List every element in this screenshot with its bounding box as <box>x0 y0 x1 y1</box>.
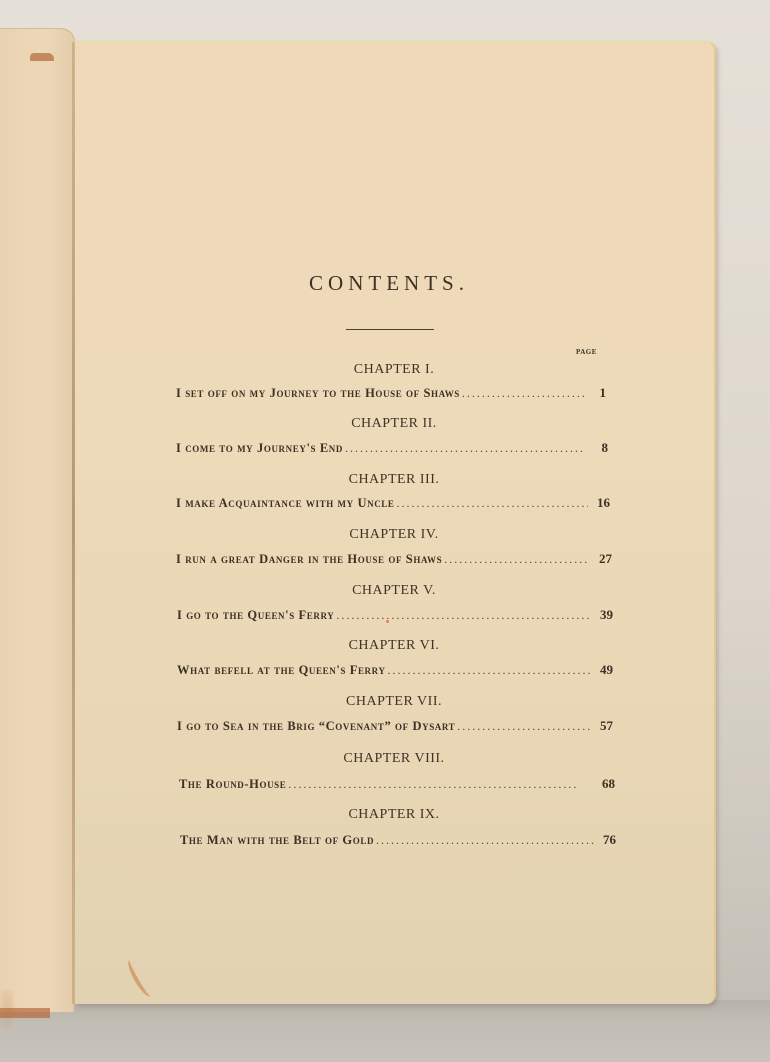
entry-title: I go to the Queen's Ferry <box>177 608 335 622</box>
chapter-heading: CHAPTER III. <box>348 472 440 487</box>
page-stain <box>124 957 155 999</box>
book-spine-edge <box>0 1008 50 1018</box>
dot-leader <box>444 552 590 567</box>
toc-entry <box>176 495 610 511</box>
title-rule <box>346 329 434 330</box>
toc-entry <box>176 385 606 401</box>
dot-leader <box>388 663 591 678</box>
entry-title: The Man with the Belt of Gold <box>180 833 375 847</box>
entry-title: I go to Sea in the Brig “Covenant” of Dysart <box>177 719 456 733</box>
toc-entry <box>177 607 613 623</box>
dot-leader <box>345 441 586 456</box>
entry-title: I make Acquaintance with my Uncle <box>176 496 395 510</box>
entry-page-number: 68 <box>602 776 615 791</box>
entry-title: I run a great Danger in the House of Shaws <box>176 552 443 566</box>
contents-page <box>74 41 716 1004</box>
dot-leader <box>462 386 584 401</box>
toc-entry <box>179 776 615 792</box>
chapter-heading: CHAPTER V. <box>352 583 436 598</box>
table-surface <box>0 1000 770 1062</box>
toc-entry <box>176 440 608 456</box>
chapter-heading: CHAPTER IV. <box>349 527 439 542</box>
dot-leader <box>288 777 593 792</box>
entry-page-number: 27 <box>599 551 612 566</box>
dot-leader <box>336 608 591 623</box>
chapter-heading: CHAPTER I. <box>353 362 435 377</box>
entry-page-number: 49 <box>600 662 613 677</box>
page-column-label: PAGE <box>576 348 597 356</box>
left-page <box>0 28 74 1012</box>
toc-entry <box>176 551 612 567</box>
entry-title: The Round-House <box>179 777 287 791</box>
entry-page-number: 76 <box>603 832 616 847</box>
entry-page-number: 39 <box>600 607 613 622</box>
chapter-heading: CHAPTER IX. <box>348 807 440 822</box>
toc-entry <box>180 832 616 848</box>
chapter-heading: CHAPTER II. <box>351 416 437 431</box>
page-tear <box>30 53 54 61</box>
chapter-heading: CHAPTER VII. <box>346 694 442 709</box>
dot-leader <box>376 833 594 848</box>
entry-page-number: 8 <box>601 440 608 455</box>
page-title: CONTENTS. <box>309 271 469 295</box>
dot-leader <box>397 496 589 511</box>
entry-title: I set off on my Journey to the House of Shaws <box>176 386 460 400</box>
book-gutter <box>72 42 75 1004</box>
entry-page-number: 1 <box>599 385 606 400</box>
entry-page-number: 57 <box>600 718 613 733</box>
entry-title: I come to my Journey's End <box>176 441 343 455</box>
chapter-heading: CHAPTER VIII. <box>343 751 445 766</box>
entry-page-number: 16 <box>597 495 610 510</box>
chapter-heading: CHAPTER VI. <box>348 638 440 653</box>
entry-title: What befell at the Queen's Ferry <box>177 663 386 677</box>
dot-leader <box>457 719 591 734</box>
toc-entry <box>177 662 613 678</box>
toc-entry <box>177 718 613 734</box>
